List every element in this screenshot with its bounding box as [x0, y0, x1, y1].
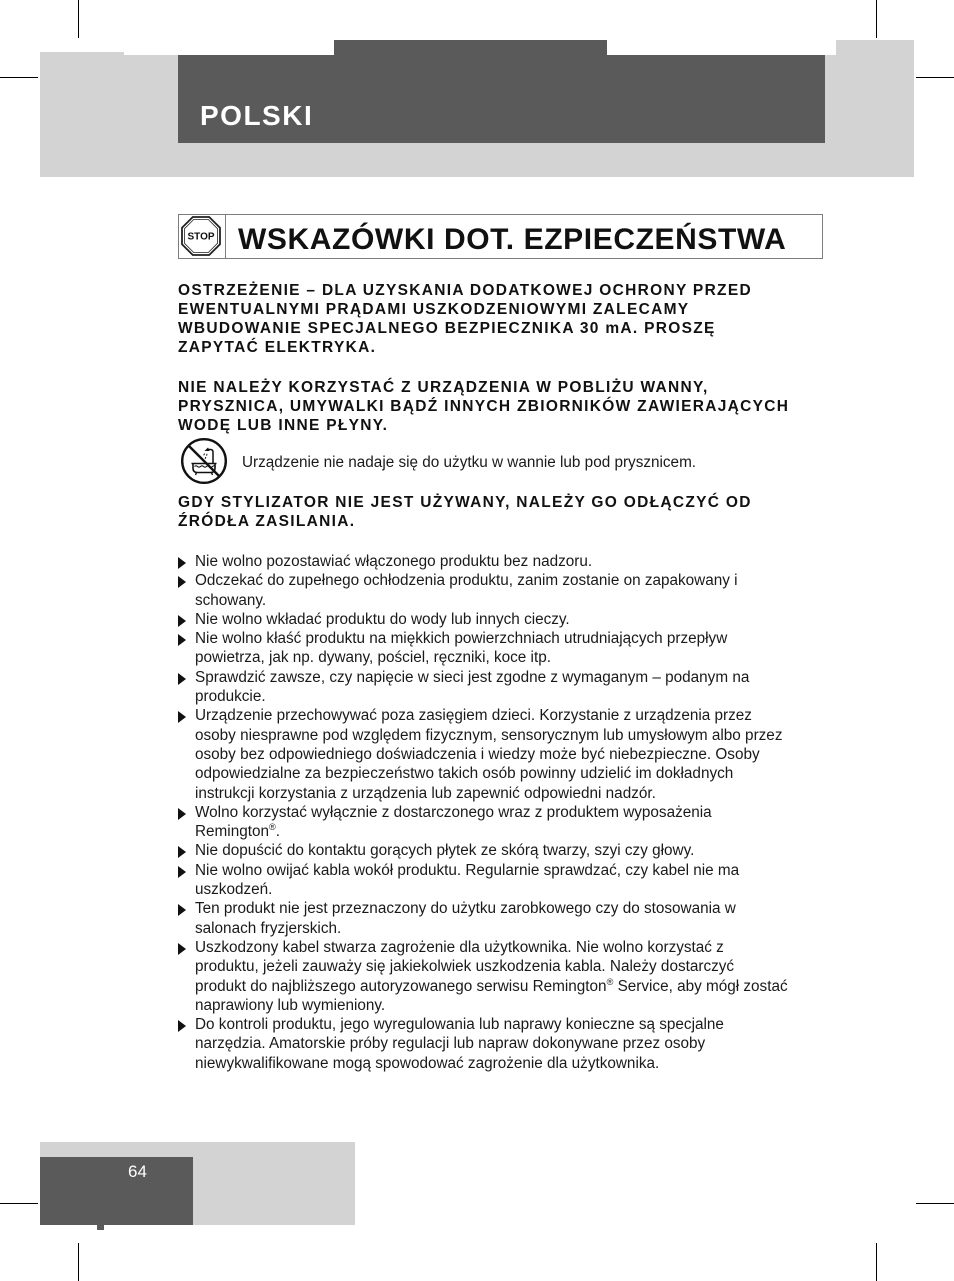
list-item-line: Nie wolno pozostawiać włączonego produktu bez nadzoru.	[195, 553, 593, 570]
list-item-line: Remington®.	[195, 822, 280, 841]
stop-sign-label: STOP	[187, 231, 215, 243]
list-item	[195, 938, 788, 1015]
list-item	[195, 552, 788, 571]
warning-line: OSTRZEŻENIE – DLA UZYSKANIA DODATKOWEJ OCHRONY PRZED	[178, 281, 752, 299]
stop-sign-icon	[181, 216, 221, 256]
triangle-right-icon	[178, 673, 186, 685]
list-item-line: odpowiedzialne za bezpieczeństwo takich osób powinny udzielić im dokładnych	[195, 765, 734, 783]
list-item-line: Urządzenie przechowywać poza zasięgiem dzieci. Korzystanie z urządzenia przez	[195, 707, 752, 725]
crop-mark-top-right-vertical	[876, 0, 877, 38]
triangle-right-icon	[178, 557, 186, 569]
header-band-right-tab	[836, 40, 914, 55]
crop-mark-bottom-left-horizontal	[0, 1203, 38, 1204]
crop-mark-bottom-right-horizontal	[916, 1203, 954, 1204]
list-item-line: Do kontroli produktu, jego wyregulowania lub naprawy konieczne są specjalne	[195, 1016, 724, 1034]
header-band-left-tab	[40, 52, 124, 55]
page-number: 64	[128, 1162, 147, 1181]
list-item-line: osoby niesprawne pod względem fizycznym, sensorycznym lub umysłowym albo przez	[195, 726, 783, 744]
list-item-line: niewykwalifikowane mogą spowodować zagrożenie dla użytkownika.	[195, 1054, 660, 1072]
triangle-right-icon	[178, 866, 186, 878]
section-title-divider	[225, 215, 226, 258]
list-item	[195, 706, 788, 802]
list-item-line: Odczekać do zupełnego ochłodzenia produktu, zanim zostanie on zapakowany i	[195, 572, 738, 590]
list-item-line: naprawiony lub wymieniony.	[195, 996, 386, 1014]
list-item-line: produkcie.	[195, 688, 266, 706]
page-number-box	[40, 1157, 193, 1225]
triangle-right-icon	[178, 808, 186, 820]
list-item-line: Ten produkt nie jest przeznaczony do użytku zarobkowego czy do stosowania w	[195, 900, 736, 918]
crop-mark-top-right-horizontal	[916, 77, 954, 78]
warning-line: GDY STYLIZATOR NIE JEST UŻYWANY, NALEŻY GO ODŁĄCZYĆ OD	[178, 493, 752, 511]
crop-mark-bottom-left-vertical	[78, 1243, 79, 1281]
list-item-line: Nie dopuścić do kontaktu gorących płytek ze skórą twarzy, szyi czy głowy.	[195, 842, 695, 860]
list-item-line: powietrza, jak np. dywany, pościel, ręczniki, koce itp.	[195, 649, 551, 667]
list-item	[195, 861, 788, 900]
list-item-line: Nie wolno wkładać produktu do wody lub innych cieczy.	[195, 610, 570, 628]
list-item-line: Sprawdzić zawsze, czy napięcie w sieci jest zgodne z wymaganym – podanym na	[195, 668, 750, 686]
list-item-line: produkt do najbliższego autoryzowanego serwisu Remington® Service, aby mógł zostać	[195, 976, 788, 995]
list-item-line: uszkodzeń.	[195, 881, 273, 899]
list-item-line: Uszkodzony kabel stwarza zagrożenie dla użytkownika. Nie wolno korzystać z	[195, 938, 724, 956]
crop-mark-top-left-vertical	[78, 0, 79, 38]
list-item-line: Wolno korzystać wyłącznie z dostarczonego wraz z produktem wyposażenia	[195, 803, 712, 821]
list-item-line: osoby bez odpowiedniego doświadczenia i wiedzy może być niebezpieczne. Osoby	[195, 745, 760, 763]
section-title-box	[178, 214, 823, 259]
triangle-right-icon	[178, 615, 186, 627]
crop-mark-top-left-horizontal	[0, 77, 38, 78]
list-item	[195, 841, 788, 860]
warning-line: EWENTUALNYMI PRĄDAMI USZKODZENIOWYMI ZALECAMY	[178, 300, 690, 318]
list-item	[195, 571, 788, 610]
footer-tab-mark	[97, 1225, 104, 1230]
list-item	[195, 629, 788, 668]
warning-line: ŹRÓDŁA ZASILANIA.	[178, 512, 356, 530]
warning-disconnect	[178, 493, 752, 532]
safety-list	[195, 552, 788, 1073]
list-item-line: Nie wolno owijać kabla wokół produktu. Regularnie sprawdzać, czy kabel nie ma	[195, 861, 740, 879]
warning-rcd	[178, 281, 752, 358]
bath-notice-text: Urządzenie nie nadaje się do użytku w wannie lub pod prysznicem.	[242, 454, 697, 471]
triangle-right-icon	[178, 904, 186, 916]
warning-line: WODĘ LUB INNE PŁYNY.	[178, 417, 389, 435]
triangle-right-icon	[178, 1020, 186, 1032]
list-item-line: narzędzia. Amatorskie próby regulacji lub napraw dokonywane przez osoby	[195, 1035, 706, 1053]
list-item-line: instrukcji korzystania z urządzenia lub zapewnić odpowiedni nadzór.	[195, 784, 656, 802]
triangle-right-icon	[178, 711, 186, 723]
list-item-line: produktu, jeżeli zauważy się jakiekolwiek uszkodzenia kabla. Należy dostarczyć	[195, 958, 735, 976]
list-item-line: salonach fryzjerskich.	[195, 919, 342, 937]
section-title: WSKAZÓWKI DOT. EZPIECZEŃSTWA	[238, 222, 787, 256]
list-item	[195, 899, 788, 938]
list-item-line: schowany.	[195, 591, 267, 609]
warning-line: ZAPYTAĆ ELEKTRYKA.	[178, 339, 377, 357]
language-title-bar	[178, 55, 825, 143]
triangle-right-icon	[178, 846, 186, 858]
list-item-line: Nie wolno kłaść produktu na miękkich powierzchniach utrudniających przepływ	[195, 630, 728, 648]
warning-line: PRYSZNICA, UMYWALKI BĄDŹ INNYCH ZBIORNIKÓW ZAWIERAJĄCYCH	[178, 397, 790, 415]
header-dark-tab	[334, 40, 607, 55]
language-title: POLSKI	[200, 100, 314, 131]
no-bath-shower-icon	[180, 437, 228, 485]
warning-line: WBUDOWANIE SPECJALNEGO BEZPIECZNIKA 30 mA. PROSZĘ	[178, 320, 716, 338]
warning-line: NIE NALEŻY KORZYSTAĆ Z URZĄDZENIA W POBLIŻU WANNY,	[178, 378, 709, 396]
list-item	[195, 610, 788, 629]
crop-mark-bottom-right-vertical	[876, 1243, 877, 1281]
triangle-right-icon	[178, 576, 186, 588]
triangle-right-icon	[178, 634, 186, 646]
list-item	[195, 668, 788, 707]
triangle-right-icon	[178, 943, 186, 955]
warning-water	[178, 378, 789, 436]
list-item	[195, 1015, 788, 1073]
list-item	[195, 803, 788, 842]
